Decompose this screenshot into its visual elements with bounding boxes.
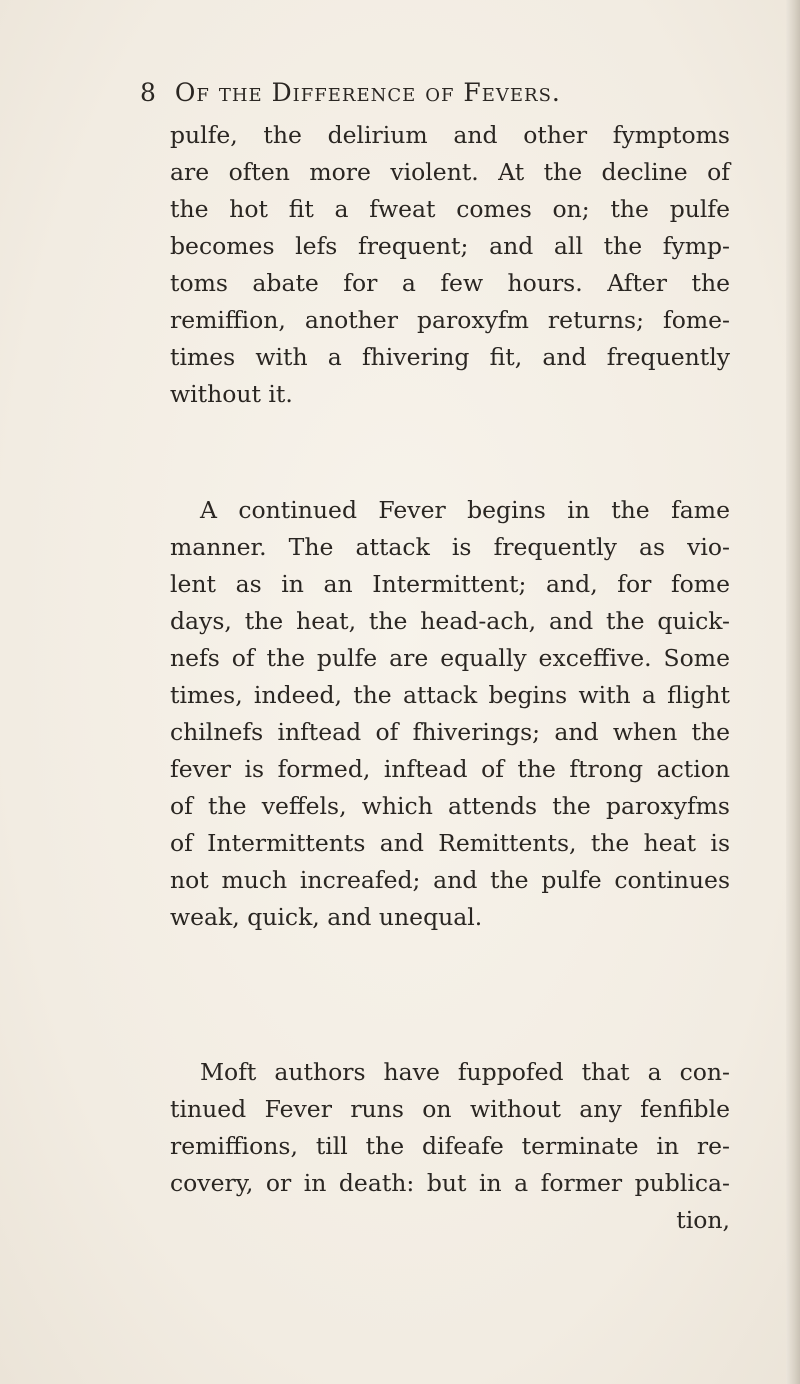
text-line: tion, bbox=[676, 1206, 730, 1234]
text-line: fever is formed, inftead of the ftrong action bbox=[170, 755, 730, 783]
text-line: tinued Fever runs on without any fenfible bbox=[170, 1095, 730, 1123]
paragraph-1 bbox=[170, 117, 730, 413]
text-line: times with a fhivering fit, and frequently bbox=[170, 343, 730, 371]
running-title: Of the Difference of Fevers. bbox=[174, 78, 561, 107]
text-line: lent as in an Intermittent; and, for fome bbox=[170, 570, 730, 598]
text-line: covery, or in death: but in a former publica- bbox=[170, 1169, 730, 1197]
text-line: not much increafed; and the pulfe continues bbox=[170, 866, 730, 894]
text-line: the hot fit a fweat comes on; the pulfe bbox=[170, 195, 730, 223]
text-line: remiffions, till the difeafe terminate in re- bbox=[170, 1132, 730, 1160]
text-line: of the veffels, which attends the paroxyfms bbox=[170, 792, 730, 820]
page-number: 8 bbox=[140, 78, 157, 107]
text-line: becomes lefs frequent; and all the fymp- bbox=[170, 232, 730, 260]
running-head bbox=[140, 78, 700, 107]
paragraph-3 bbox=[170, 1054, 730, 1239]
text-line: A continued Fever begins in the fame bbox=[200, 496, 730, 524]
text-line: chilnefs inftead of fhiverings; and when the bbox=[170, 718, 730, 746]
text-line: without it. bbox=[170, 380, 293, 408]
page-edge bbox=[786, 0, 800, 1384]
paragraph-2 bbox=[170, 492, 730, 936]
text-line: times, indeed, the attack begins with a flight bbox=[170, 681, 730, 709]
text-line: toms abate for a few hours. After the bbox=[170, 269, 730, 297]
text-line: remiffion, another paroxyfm returns; fome- bbox=[170, 306, 730, 334]
text-line: pulfe, the delirium and other fymptoms bbox=[170, 121, 730, 149]
text-line: of Intermittents and Remittents, the heat is bbox=[170, 829, 730, 857]
text-line: nefs of the pulfe are equally exceffive. Some bbox=[170, 644, 730, 672]
text-line: manner. The attack is frequently as vio- bbox=[170, 533, 730, 561]
text-line: Moft authors have fuppofed that a con- bbox=[200, 1058, 730, 1086]
text-line: are often more violent. At the decline of bbox=[170, 158, 730, 186]
text-line: weak, quick, and unequal. bbox=[170, 903, 483, 931]
text-line: days, the heat, the head-ach, and the quick- bbox=[170, 607, 730, 635]
